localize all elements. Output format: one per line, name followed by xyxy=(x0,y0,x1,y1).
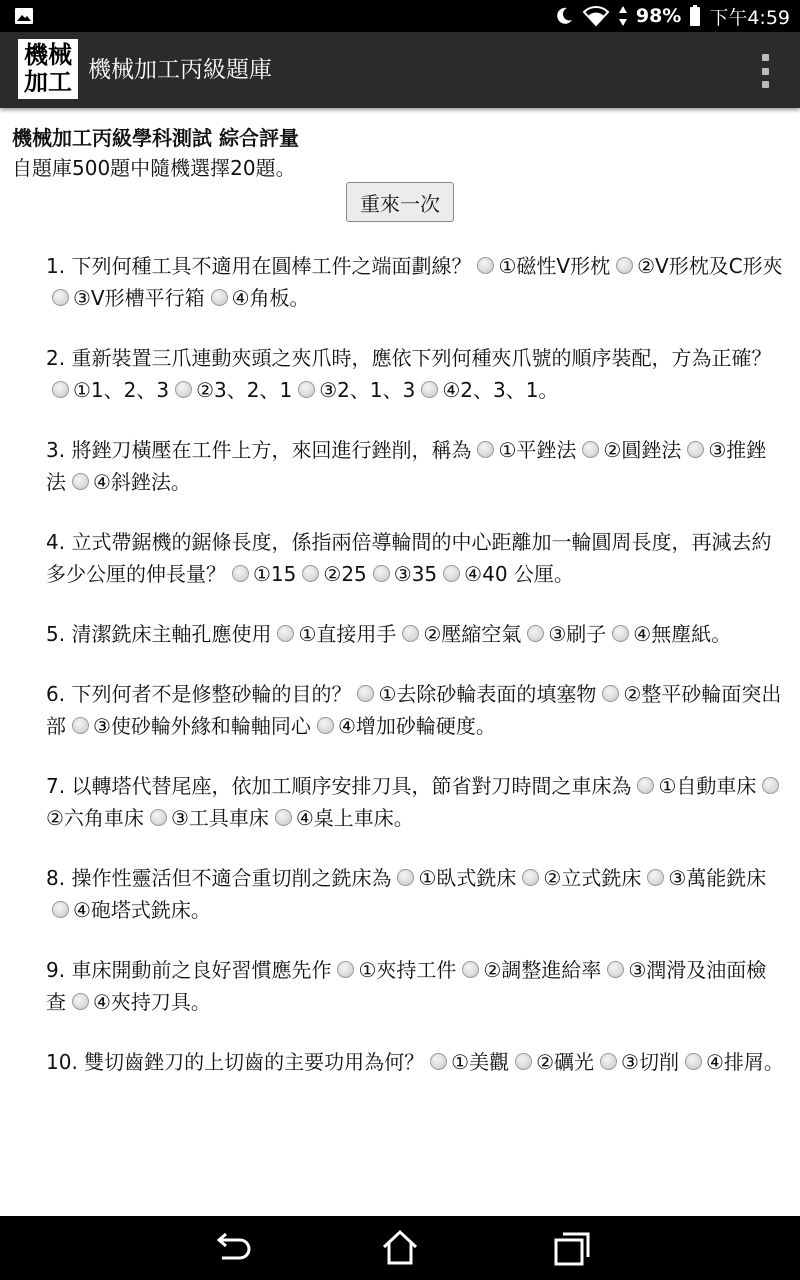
option-label: ②圓銼法 xyxy=(603,438,682,462)
question-stem: 4. 立式帶鋸機的鋸條長度，係指兩倍導輪間的中心距離加一輪圓周長度，再減去約多少公厘的伸長量？ xyxy=(46,530,772,586)
option-label: ③潤滑及油面檢查 xyxy=(46,958,767,1014)
option-label: ①直接用手 xyxy=(298,622,397,646)
battery-icon xyxy=(689,5,701,27)
option-label: ③刷子 xyxy=(548,622,607,646)
option-label: ③推銼法 xyxy=(46,438,767,494)
option-radio[interactable] xyxy=(52,901,69,918)
option-radio[interactable] xyxy=(637,777,654,794)
option-label: ①自動車床 xyxy=(658,774,757,798)
status-icons xyxy=(554,0,790,32)
option-radio[interactable] xyxy=(175,381,192,398)
navigation-bar xyxy=(0,1216,800,1280)
option-radio[interactable] xyxy=(52,381,69,398)
question-stem: 2. 重新裝置三爪連動夾頭之夾爪時，應依下列何種夾爪號的順序裝配，方為正確？ xyxy=(46,346,772,370)
image-notification-icon xyxy=(14,7,34,25)
option-label: ④砲塔式銑床。 xyxy=(73,898,211,922)
option-label: ②25 xyxy=(323,562,367,586)
option-radio[interactable] xyxy=(607,961,624,978)
option-label: ②礪光 xyxy=(536,1050,595,1074)
question-item xyxy=(46,526,786,590)
question-stem: 7. 以轉塔代替尾座，依加工順序安排刀具，節省對刀時間之車床為 xyxy=(46,774,632,798)
question-stem: 3. 將銼刀橫壓在工件上方，來回進行銼削，稱為 xyxy=(46,438,472,462)
option-label: ①去除砂輪表面的填塞物 xyxy=(378,682,597,706)
option-label: ②整平砂輪面突出部 xyxy=(46,682,782,738)
question-item xyxy=(46,250,786,314)
page-subtitle: 自題庫500題中隨機選擇20題。 xyxy=(12,156,296,180)
question-item xyxy=(46,954,786,1018)
option-label: ④斜銼法。 xyxy=(93,470,191,494)
option-label: ②3、2、1 xyxy=(196,378,293,402)
option-label: ①臥式銑床 xyxy=(418,866,517,890)
question-item xyxy=(46,862,786,926)
option-label: ②六角車床 xyxy=(46,806,144,830)
option-label: ③使砂輪外緣和輪軸同心 xyxy=(93,714,311,738)
option-label: ①磁性V形枕 xyxy=(498,254,611,278)
option-radio[interactable] xyxy=(582,441,599,458)
data-arrows-icon xyxy=(618,5,628,27)
status-bar xyxy=(0,0,800,32)
back-icon[interactable] xyxy=(208,1228,252,1268)
wifi-icon xyxy=(582,5,610,27)
option-radio[interactable] xyxy=(232,565,249,582)
option-label: ③萬能銑床 xyxy=(668,866,767,890)
question-item xyxy=(46,618,786,650)
option-radio[interactable] xyxy=(522,869,539,886)
option-label: ③V形槽平行箱 xyxy=(73,286,205,310)
question-stem: 1. 下列何種工具不適用在圓棒工件之端面劃線？ xyxy=(46,254,472,278)
option-radio[interactable] xyxy=(612,625,629,642)
app-logo xyxy=(18,39,78,99)
option-label: ④2、3、1。 xyxy=(442,378,559,402)
clock: 下午4:59 xyxy=(709,6,790,29)
option-radio[interactable] xyxy=(477,441,494,458)
option-label: ④桌上車床。 xyxy=(295,806,414,830)
option-radio[interactable] xyxy=(72,473,89,490)
option-label: ①平銼法 xyxy=(498,438,577,462)
app-title: 機械加工丙級題庫 xyxy=(88,57,272,83)
option-label: ③工具車床 xyxy=(170,806,269,830)
option-label: ④40 公厘。 xyxy=(464,562,574,586)
option-radio[interactable] xyxy=(150,809,167,826)
retry-button[interactable]: 重來一次 xyxy=(346,182,454,222)
battery-percent: 98% xyxy=(635,5,682,27)
option-radio[interactable] xyxy=(275,809,292,826)
moon-icon xyxy=(554,6,574,26)
option-radio[interactable] xyxy=(687,441,704,458)
question-stem: 8. 操作性靈活但不適合重切削之銑床為 xyxy=(46,866,392,890)
question-list xyxy=(46,250,786,1106)
option-label: ②壓縮空氣 xyxy=(423,622,522,646)
option-radio[interactable] xyxy=(685,1053,702,1070)
option-radio[interactable] xyxy=(72,993,89,1010)
option-radio[interactable] xyxy=(298,381,315,398)
question-item xyxy=(46,434,786,498)
option-radio[interactable] xyxy=(616,257,633,274)
question-stem: 6. 下列何者不是修整砂輪的目的？ xyxy=(46,682,352,706)
option-label: ②V形枕及C形夾 xyxy=(637,254,783,278)
option-label: ②調整進給率 xyxy=(483,958,602,982)
option-label: ④排屑。 xyxy=(705,1050,784,1074)
option-radio[interactable] xyxy=(402,625,419,642)
option-radio[interactable] xyxy=(337,961,354,978)
home-icon[interactable] xyxy=(378,1228,422,1268)
option-label: ①夾持工件 xyxy=(358,958,457,982)
question-item xyxy=(46,770,786,834)
option-radio[interactable] xyxy=(527,625,544,642)
option-label: ④增加砂輪硬度。 xyxy=(337,714,496,738)
option-label: ④角板。 xyxy=(231,286,310,310)
option-radio[interactable] xyxy=(277,625,294,642)
option-radio[interactable] xyxy=(421,381,438,398)
option-radio[interactable] xyxy=(211,289,228,306)
question-item xyxy=(46,1046,786,1078)
option-radio[interactable] xyxy=(515,1053,532,1070)
option-radio[interactable] xyxy=(52,289,69,306)
overflow-menu-icon[interactable] xyxy=(760,54,770,88)
option-radio[interactable] xyxy=(762,777,779,794)
option-label: ①美觀 xyxy=(451,1050,510,1074)
option-label: ④無塵紙。 xyxy=(633,622,732,646)
quiz-content[interactable] xyxy=(0,108,800,1216)
page-title: 機械加工丙級學科測試 綜合評量 xyxy=(12,126,299,150)
question-stem: 10. 雙切齒銼刀的上切齒的主要功用為何？ xyxy=(46,1050,425,1074)
question-item xyxy=(46,342,786,406)
question-stem: 9. 車床開動前之良好習慣應先作 xyxy=(46,958,332,982)
option-label: ③2、1、3 xyxy=(319,378,416,402)
logo-line-2: 加工 xyxy=(24,68,72,96)
option-radio[interactable] xyxy=(317,717,334,734)
question-stem: 5. 清潔銑床主軸孔應使用 xyxy=(46,622,272,646)
option-radio[interactable] xyxy=(647,869,664,886)
option-radio[interactable] xyxy=(302,565,319,582)
option-label: ④夾持刀具。 xyxy=(93,990,211,1014)
app-bar xyxy=(0,32,800,108)
option-radio[interactable] xyxy=(397,869,414,886)
option-radio[interactable] xyxy=(373,565,390,582)
option-radio[interactable] xyxy=(443,565,460,582)
option-label: ③切削 xyxy=(621,1050,679,1074)
option-radio[interactable] xyxy=(430,1053,447,1070)
option-radio[interactable] xyxy=(477,257,494,274)
option-radio[interactable] xyxy=(357,685,374,702)
recents-icon[interactable] xyxy=(550,1228,594,1268)
option-label: ①15 xyxy=(253,562,297,586)
option-label: ③35 xyxy=(393,562,438,586)
logo-line-1: 機械 xyxy=(24,41,72,69)
option-radio[interactable] xyxy=(602,685,619,702)
option-label: ①1、2、3 xyxy=(73,378,170,402)
option-radio[interactable] xyxy=(462,961,479,978)
option-radio[interactable] xyxy=(600,1053,617,1070)
question-item xyxy=(46,678,786,742)
option-radio[interactable] xyxy=(72,717,89,734)
option-label: ②立式銑床 xyxy=(543,866,642,890)
